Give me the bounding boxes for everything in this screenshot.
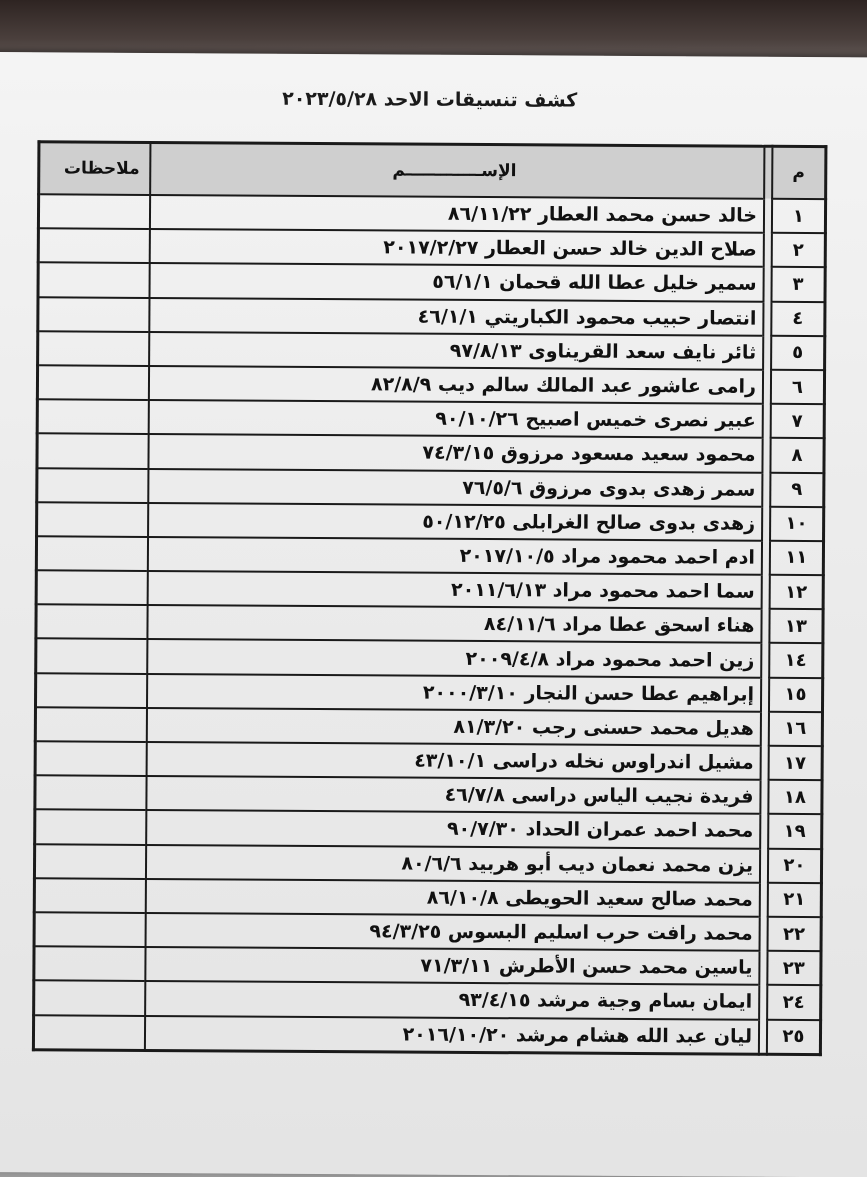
table-row — [34, 946, 821, 985]
row-notes — [38, 331, 150, 366]
row-notes — [35, 707, 147, 742]
row-notes — [34, 981, 146, 1016]
table-row — [34, 981, 821, 1020]
table-row — [37, 468, 824, 507]
column-gap — [761, 677, 769, 711]
row-number: ٨ — [770, 438, 824, 473]
row-name: ثائر نايف سعد القريناوى ٩٧/٨/١٣ — [149, 332, 763, 370]
column-gap — [761, 643, 769, 677]
row-number: ٢٤ — [767, 985, 821, 1020]
row-notes — [37, 434, 149, 469]
page-title: كشف تنسيقات الاحد ٢٠٢٣/٥/٢٨ — [282, 87, 578, 112]
row-name: هناء اسحق عطا مراد ٨٤/١١/٦ — [148, 605, 762, 643]
row-number: ٧ — [770, 404, 824, 439]
row-notes — [36, 536, 148, 571]
column-gap — [762, 438, 770, 472]
row-number: ١٦ — [769, 712, 823, 747]
row-name: رامى عاشور عبد المالك سالم ديب ٨٢/٨/٩ — [149, 366, 763, 404]
row-notes — [37, 365, 149, 400]
header-number: م — [772, 146, 826, 199]
column-gap — [759, 985, 767, 1019]
header-name: الإســـــــــــــم — [150, 142, 764, 198]
paper-sheet — [0, 52, 867, 1177]
header-notes: ملاحظات — [39, 142, 151, 195]
row-number: ٣ — [771, 267, 825, 302]
column-gap — [764, 233, 772, 267]
row-number: ٢١ — [768, 883, 822, 918]
column-gap — [763, 370, 771, 404]
header-row — [39, 142, 826, 199]
table-row — [34, 878, 821, 917]
row-notes — [35, 775, 147, 810]
table-row — [37, 365, 824, 404]
column-gap — [764, 146, 772, 199]
row-notes — [35, 741, 147, 776]
column-gap — [763, 335, 771, 369]
row-number: ٤ — [771, 301, 825, 336]
table-row — [34, 844, 821, 883]
row-number: ٥ — [771, 336, 825, 371]
table-row — [35, 775, 822, 814]
table-row — [35, 673, 822, 712]
table-row — [38, 331, 825, 370]
row-notes — [34, 946, 146, 981]
row-number: ١٣ — [769, 609, 823, 644]
column-gap — [761, 712, 769, 746]
row-notes — [36, 570, 148, 605]
row-number: ١٢ — [769, 575, 823, 610]
table-row — [35, 741, 822, 780]
column-gap — [764, 267, 772, 301]
row-name: إبراهيم عطا حسن النجار ٢٠٠٠/٣/١٠ — [147, 674, 761, 712]
row-number: ٢٣ — [767, 951, 821, 986]
row-number: ٢٢ — [767, 917, 821, 952]
column-gap — [760, 780, 768, 814]
row-name: محمود سعيد مسعود مرزوق ٧٤/٣/١٥ — [149, 434, 763, 472]
row-name: عبير نصرى خميس اصبيح ٩٠/١٠/٢٦ — [149, 400, 763, 438]
row-name: صلاح الدين خالد حسن العطار ٢٠١٧/٢/٢٧ — [150, 229, 764, 267]
row-name: ايمان بسام وجية مرشد ٩٣/٤/١٥ — [145, 981, 759, 1019]
column-gap — [759, 951, 767, 985]
row-notes — [38, 263, 150, 298]
row-number: ١٥ — [769, 677, 823, 712]
row-notes — [34, 912, 146, 947]
table-row — [38, 228, 825, 267]
row-number: ١٤ — [769, 643, 823, 678]
row-name: محمد رافت حرب اسليم البسوس ٩٤/٣/٢٥ — [146, 913, 760, 951]
row-number: ١٧ — [768, 746, 822, 781]
column-gap — [760, 814, 768, 848]
column-gap — [763, 404, 771, 438]
row-name: زهدى بدوى صالح الغرابلى ٥٠/١٢/٢٥ — [148, 503, 762, 541]
table-row — [38, 194, 825, 233]
column-gap — [759, 1019, 767, 1054]
column-gap — [760, 882, 768, 916]
row-notes — [37, 399, 149, 434]
row-name: انتصار حبيب محمود الكباريتي ٤٦/١/١ — [150, 298, 764, 336]
table-row — [36, 639, 823, 678]
table-row — [35, 810, 822, 849]
column-gap — [762, 472, 770, 506]
row-name: زين احمد محمود مراد ٢٠٠٩/٤/٨ — [148, 639, 762, 677]
row-name: ياسين محمد حسن الأطرش ٧١/٣/١١ — [146, 947, 760, 985]
column-gap — [762, 541, 770, 575]
row-number: ١٨ — [768, 780, 822, 815]
row-notes — [38, 194, 150, 229]
column-gap — [763, 301, 771, 335]
table-row — [37, 399, 824, 438]
row-notes — [37, 468, 149, 503]
row-number: ٢٥ — [767, 1019, 821, 1054]
table-row — [37, 502, 824, 541]
row-name: مشيل اندراوس نخله دراسى ٤٣/١٠/١ — [147, 742, 761, 780]
table-row — [38, 297, 825, 336]
table-row — [36, 570, 823, 609]
row-notes — [34, 878, 146, 913]
table-row — [36, 536, 823, 575]
row-number: ٦ — [771, 370, 825, 405]
row-notes — [33, 1015, 145, 1050]
row-notes — [35, 673, 147, 708]
row-name: فريدة نجيب الياس دراسى ٤٦/٧/٨ — [147, 776, 761, 814]
table-row — [34, 912, 821, 951]
table-row — [35, 707, 822, 746]
names-table — [32, 140, 828, 1055]
row-name: محمد صالح سعيد الحويطى ٨٦/١٠/٨ — [146, 879, 760, 917]
row-number: ١١ — [770, 541, 824, 576]
row-name: ادم احمد محمود مراد ٢٠١٧/١٠/٥ — [148, 537, 762, 575]
row-name: خالد حسن محمد العطار ٨٦/١١/٢٢ — [150, 195, 764, 233]
table-row — [36, 605, 823, 644]
row-notes — [35, 810, 147, 845]
table-row — [33, 1015, 820, 1054]
row-number: ٩ — [770, 472, 824, 507]
row-name: محمد احمد عمران الحداد ٩٠/٧/٣٠ — [147, 810, 761, 848]
row-number: ١ — [772, 199, 826, 234]
row-number: ٢ — [772, 233, 826, 268]
row-number: ١٠ — [770, 506, 824, 541]
row-name: سمير خليل عطا الله قحمان ٥٦/١/١ — [150, 263, 764, 301]
table-row — [38, 263, 825, 302]
column-gap — [760, 848, 768, 882]
row-notes — [38, 297, 150, 332]
row-name: سما احمد محمود مراد ٢٠١١/٦/١٣ — [148, 571, 762, 609]
column-gap — [760, 917, 768, 951]
column-gap — [761, 609, 769, 643]
row-number: ١٩ — [768, 814, 822, 849]
row-notes — [37, 502, 149, 537]
row-notes — [36, 605, 148, 640]
row-name: هديل محمد حسنى رجب ٨١/٣/٢٠ — [147, 708, 761, 746]
row-name: سمر زهدى بدوى مرزوق ٧٦/٥/٦ — [149, 468, 763, 506]
table-body — [33, 194, 825, 1054]
row-notes — [34, 844, 146, 879]
column-gap — [764, 199, 772, 233]
table-row — [37, 434, 824, 473]
row-notes — [36, 639, 148, 674]
column-gap — [762, 575, 770, 609]
row-notes — [38, 228, 150, 263]
row-name: يزن محمد نعمان ديب أبو هربيد ٨٠/٦/٦ — [146, 845, 760, 883]
column-gap — [762, 506, 770, 540]
column-gap — [761, 746, 769, 780]
row-number: ٢٠ — [768, 848, 822, 883]
row-name: ليان عبد الله هشام مرشد ٢٠١٦/١٠/٢٠ — [145, 1015, 759, 1053]
